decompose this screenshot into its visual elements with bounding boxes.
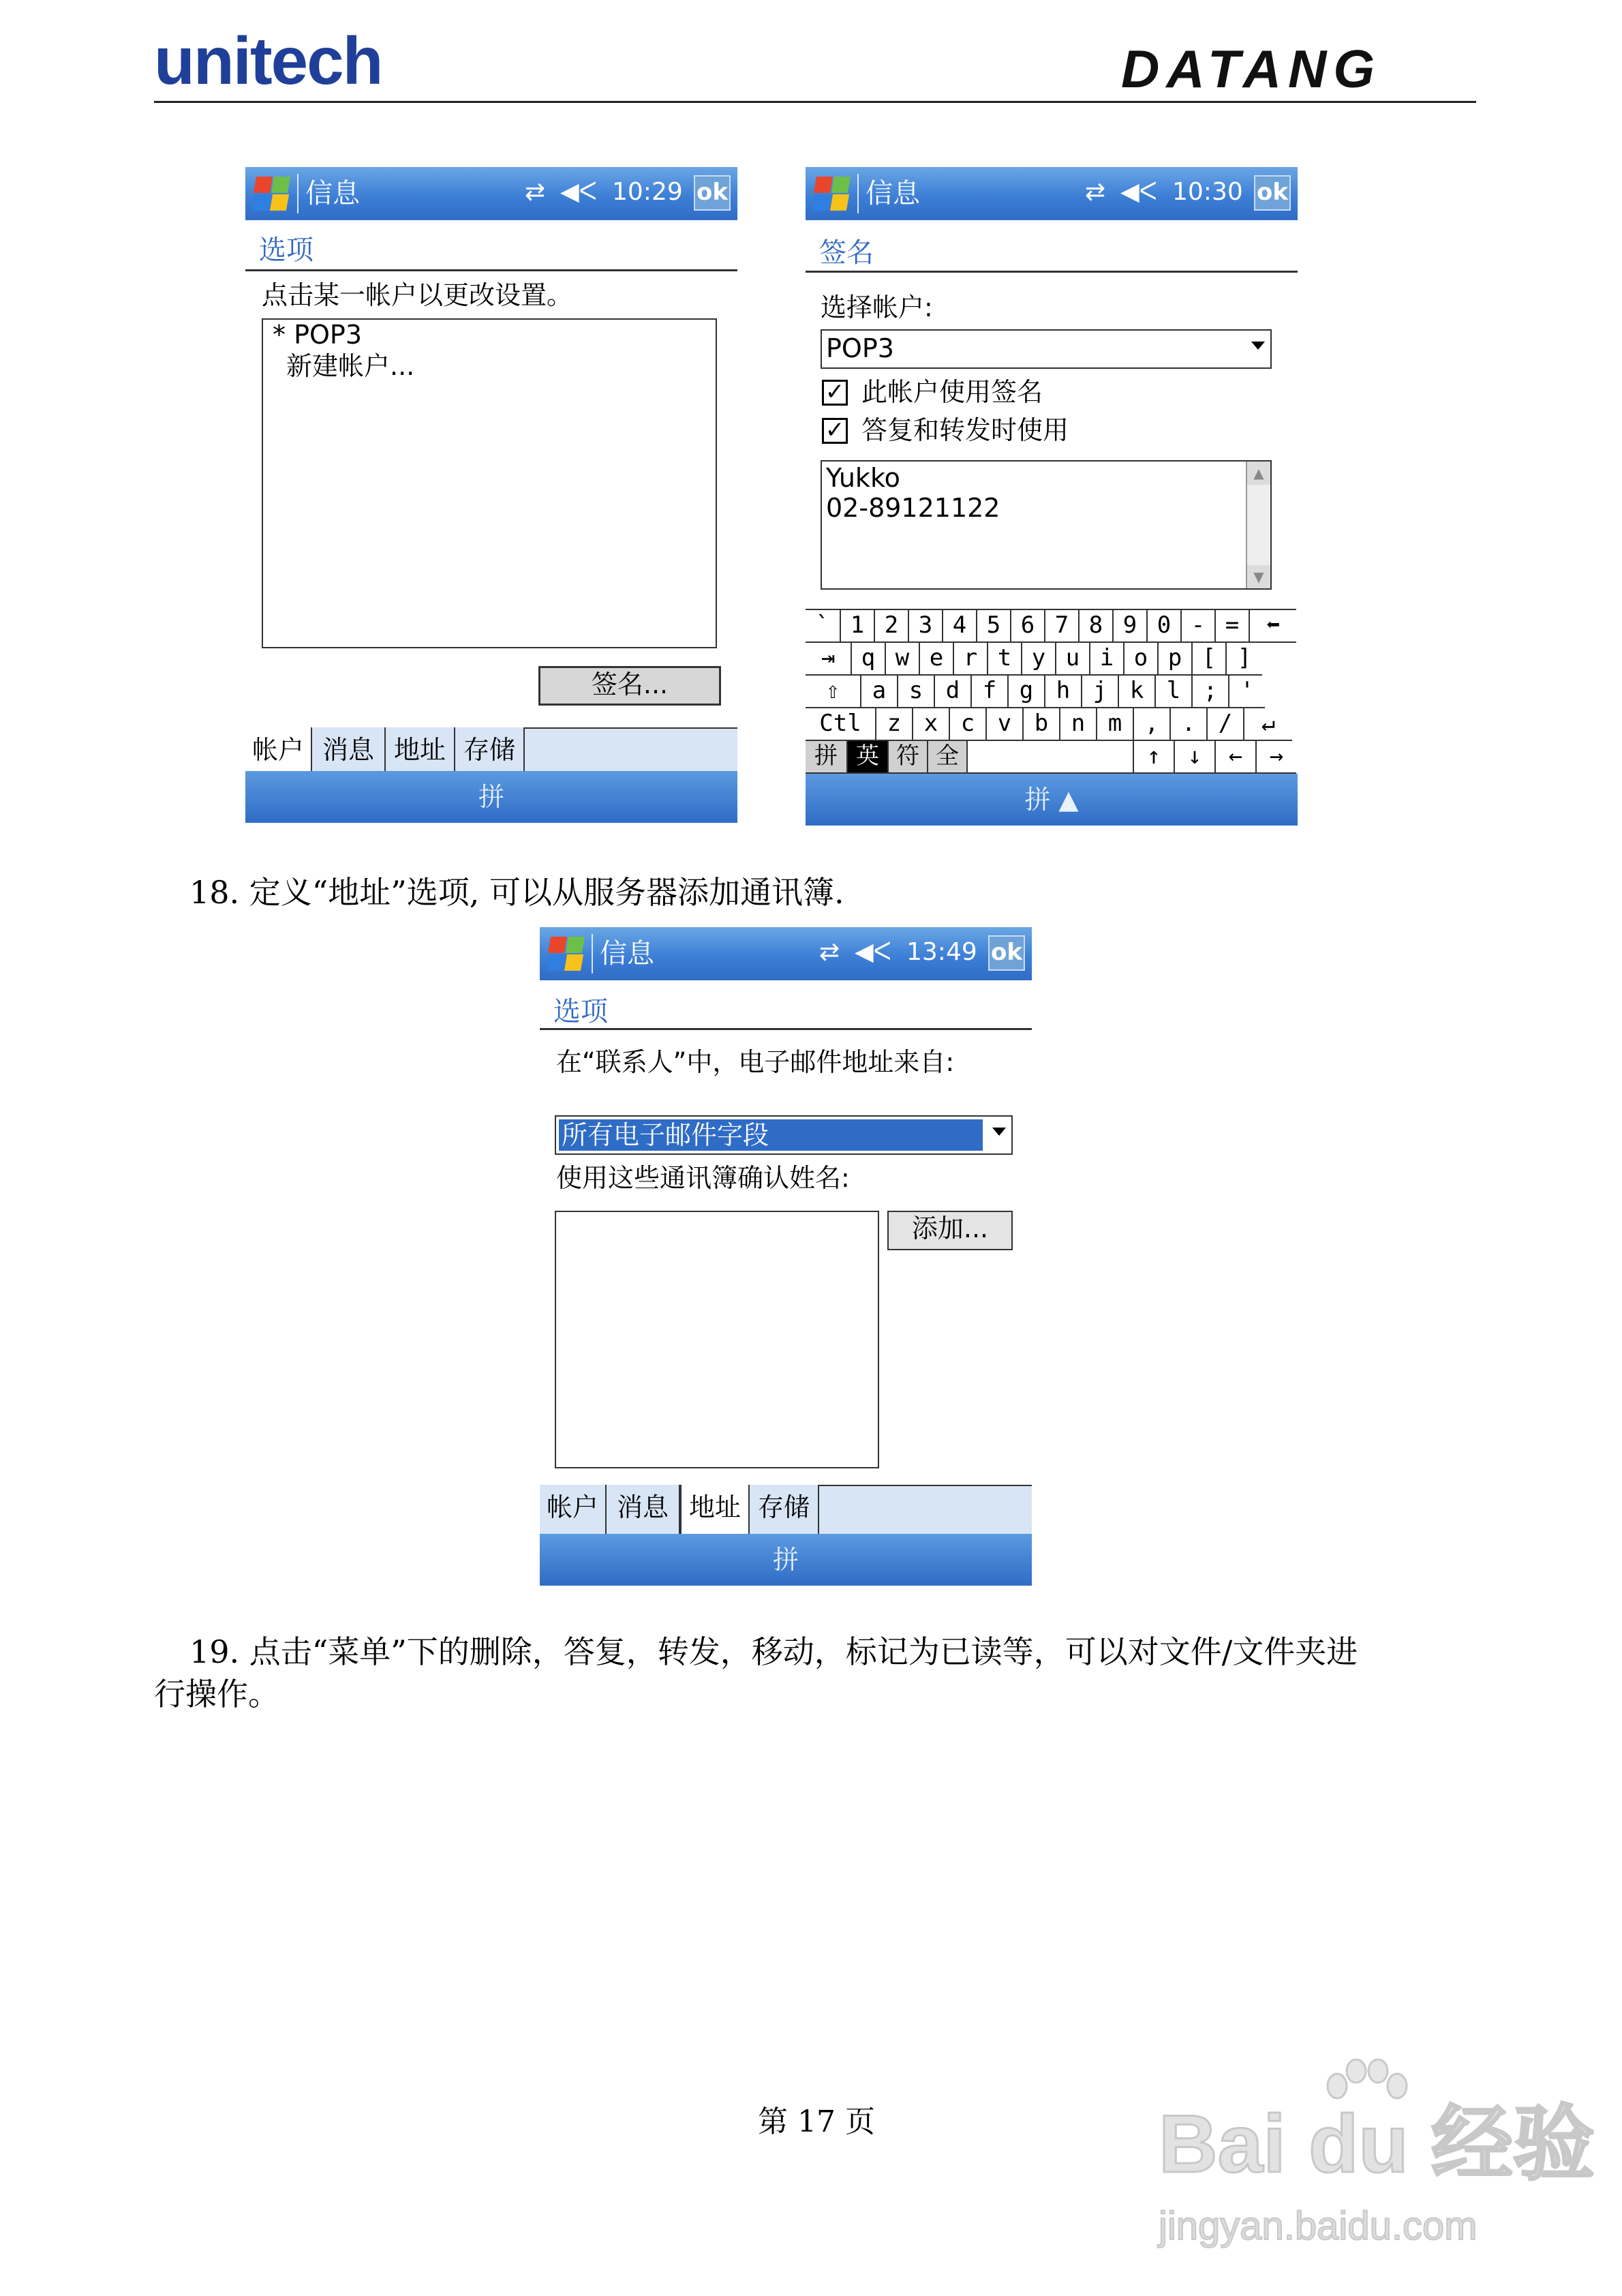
key[interactable]: u (1055, 643, 1089, 676)
key[interactable]: 5 (976, 610, 1010, 643)
tab-messages[interactable]: 消息 (607, 1485, 680, 1534)
windows-start-icon[interactable] (252, 174, 289, 211)
tab-bar (245, 727, 737, 776)
app-title: 信息 (600, 938, 654, 969)
english-key[interactable]: 英 (846, 741, 887, 774)
ok-button[interactable]: ok (694, 175, 731, 211)
keyboard-row-1 (806, 610, 1296, 643)
key[interactable]: v (985, 708, 1022, 741)
step-19-text-line1: 19. 点击“菜单”下的删除，答复，转发，移动，标记为已读等，可以对文件/文件夹进 (189, 1633, 1358, 1670)
list-item[interactable]: 新建帐户... (286, 351, 415, 381)
key[interactable]: 7 (1044, 610, 1078, 643)
key[interactable]: ` (806, 610, 840, 643)
enter-key[interactable]: ↵ (1243, 708, 1292, 741)
key[interactable]: n (1059, 708, 1096, 741)
key[interactable]: m (1096, 708, 1133, 741)
page-number: 第 17 页 (758, 2104, 875, 2139)
key[interactable]: [ (1191, 643, 1225, 676)
soft-keyboard (806, 609, 1296, 772)
volume-icon[interactable]: ◀︎ᐸ (560, 178, 597, 206)
step-18-text: 18. 定义“地址”选项, 可以从服务器添加通讯簿. (189, 874, 844, 911)
key[interactable]: r (953, 643, 987, 676)
keyboard-row-3 (806, 676, 1265, 708)
windows-start-icon[interactable] (812, 174, 849, 211)
key[interactable]: 9 (1112, 610, 1146, 643)
key[interactable]: . (1169, 708, 1206, 741)
keyboard-row-5 (806, 741, 1296, 774)
key[interactable]: o (1123, 643, 1157, 676)
tab-messages[interactable]: 消息 (312, 727, 386, 776)
section-title: 选项 (553, 996, 608, 1027)
key[interactable]: t (987, 643, 1021, 676)
header-divider (154, 101, 1476, 103)
address-book-list[interactable] (555, 1211, 879, 1468)
connectivity-icon[interactable]: ⇄ (525, 178, 546, 206)
key[interactable]: w (885, 643, 919, 676)
title-bar (245, 167, 737, 220)
arrow-right-key[interactable]: → (1255, 741, 1296, 774)
key[interactable]: 3 (908, 610, 942, 643)
tab-accounts[interactable]: 帐户 (245, 727, 312, 776)
connectivity-icon[interactable]: ⇄ (1085, 178, 1106, 206)
input-menu-bar[interactable]: 拼 (245, 771, 737, 823)
screen-signature (806, 167, 1298, 826)
key[interactable]: 2 (874, 610, 908, 643)
unitech-logo: unitech (154, 23, 382, 98)
key[interactable]: f (970, 676, 1007, 708)
pinyin-key[interactable]: 拼 (806, 741, 846, 774)
app-title: 信息 (305, 178, 360, 209)
key[interactable]: j (1081, 676, 1118, 708)
keyboard-row-2 (806, 643, 1262, 676)
app-title: 信息 (866, 178, 920, 209)
clock[interactable]: 10:30 (1172, 178, 1243, 206)
account-select[interactable] (821, 329, 1272, 369)
signature-line: Yukko (826, 463, 900, 493)
key[interactable]: g (1007, 676, 1044, 708)
tab-bar (540, 1485, 1032, 1534)
volume-icon[interactable]: ◀︎ᐸ (1120, 178, 1157, 206)
account-prompt: 点击某一帐户以更改设置。 (262, 280, 573, 310)
arrow-down-key[interactable]: ↓ (1174, 741, 1214, 774)
title-separator (857, 174, 859, 213)
key[interactable]: ; (1191, 676, 1228, 708)
section-title: 签名 (819, 237, 874, 269)
backspace-key[interactable]: ⬅ (1249, 610, 1296, 643)
section-divider (540, 1028, 1032, 1030)
key[interactable]: b (1022, 708, 1059, 741)
clock[interactable]: 13:49 (906, 938, 977, 966)
screen-options-address (540, 927, 1032, 1586)
scroll-down-icon[interactable]: ▼ (1247, 565, 1270, 588)
title-separator (297, 174, 299, 213)
key[interactable]: 0 (1146, 610, 1180, 643)
key[interactable]: ] (1225, 643, 1262, 676)
key[interactable]: 4 (942, 610, 976, 643)
tab-accounts[interactable]: 帐户 (540, 1485, 607, 1534)
use-signature-checkbox[interactable]: ✓ (822, 380, 848, 406)
section-divider (245, 269, 737, 271)
chevron-down-icon (992, 1128, 1006, 1136)
key[interactable]: , (1133, 708, 1169, 741)
account-select-value: POP3 (826, 333, 894, 363)
key[interactable]: h (1044, 676, 1081, 708)
signature-button[interactable]: 签名... (538, 666, 721, 706)
input-menu-bar[interactable]: 拼 ▲ (806, 774, 1298, 826)
ok-button[interactable]: ok (1254, 175, 1291, 211)
scroll-up-icon[interactable]: ▲ (1247, 462, 1270, 485)
tab-key[interactable]: ⇥ (806, 643, 851, 676)
key[interactable]: 8 (1078, 610, 1112, 643)
select-account-label: 选择帐户: (821, 292, 933, 322)
key[interactable]: / (1206, 708, 1243, 741)
shift-key[interactable]: ⇧ (806, 676, 860, 708)
use-signature-label: 此帐户使用签名 (861, 377, 1043, 407)
watermark-url: jingyan.baidu.com (1159, 2204, 1478, 2248)
title-separator (592, 934, 593, 973)
list-item[interactable]: * POP3 (273, 320, 362, 350)
windows-start-icon[interactable] (547, 934, 583, 971)
arrow-up-key[interactable]: ↑ (1133, 741, 1174, 774)
key[interactable]: 6 (1010, 610, 1044, 643)
section-title: 选项 (259, 235, 313, 266)
email-source-value: 所有电子邮件字段 (559, 1119, 983, 1151)
key[interactable]: p (1157, 643, 1191, 676)
volume-icon[interactable]: ◀︎ᐸ (855, 938, 891, 966)
tab-storage[interactable]: 存储 (750, 1485, 819, 1534)
key[interactable]: z (875, 708, 912, 741)
baidu-watermark (1159, 2059, 1595, 2263)
symbol-key[interactable]: 符 (887, 741, 927, 774)
key[interactable]: x (912, 708, 949, 741)
clock[interactable]: 10:29 (612, 178, 683, 206)
tab-address[interactable]: 地址 (680, 1485, 750, 1534)
ok-button[interactable]: ok (988, 935, 1025, 971)
key[interactable]: c (949, 708, 985, 741)
watermark-brand: Bai du 经验 (1159, 2098, 1595, 2190)
section-divider (806, 271, 1298, 273)
email-source-select[interactable] (555, 1115, 1013, 1155)
email-source-label: 在“联系人”中，电子邮件地址来自: (556, 1047, 955, 1077)
ctrl-key[interactable]: Ctl (806, 708, 875, 741)
fullwidth-key[interactable]: 全 (927, 741, 966, 774)
key[interactable]: i (1089, 643, 1123, 676)
key[interactable]: l (1154, 676, 1191, 708)
add-button[interactable]: 添加... (887, 1211, 1013, 1250)
key[interactable]: - (1180, 610, 1214, 643)
key[interactable]: a (860, 676, 897, 708)
key[interactable]: e (919, 643, 953, 676)
title-bar (806, 167, 1298, 220)
scrollbar[interactable] (1246, 462, 1270, 588)
input-menu-bar[interactable]: 拼 (540, 1534, 1032, 1586)
key[interactable]: q (851, 643, 885, 676)
reply-forward-label: 答复和转发时使用 (861, 415, 1069, 445)
signature-line: 02-89121122 (826, 493, 1000, 523)
signature-textarea[interactable] (821, 460, 1272, 590)
key[interactable]: s (897, 676, 934, 708)
account-list[interactable] (262, 318, 717, 648)
space-key[interactable] (966, 741, 1133, 774)
key[interactable]: k (1118, 676, 1154, 708)
datang-logo: DATANG (1121, 39, 1382, 99)
keyboard-row-4 (806, 708, 1292, 741)
key[interactable]: = (1214, 610, 1249, 643)
key[interactable]: d (934, 676, 970, 708)
step-19-text-line2: 行操作。 (154, 1676, 279, 1712)
screen-options-accounts (245, 167, 737, 823)
address-book-label: 使用这些通讯簿确认姓名: (556, 1163, 850, 1193)
tab-storage[interactable]: 存储 (455, 727, 525, 776)
reply-forward-checkbox[interactable]: ✓ (822, 418, 848, 444)
connectivity-icon[interactable]: ⇄ (819, 938, 840, 966)
tab-address[interactable]: 地址 (386, 727, 455, 776)
title-bar (540, 927, 1032, 980)
arrow-left-key[interactable]: ← (1214, 741, 1255, 774)
chevron-down-icon (1251, 342, 1265, 350)
key[interactable]: ' (1228, 676, 1265, 708)
key[interactable]: 1 (840, 610, 874, 643)
key[interactable]: y (1021, 643, 1055, 676)
